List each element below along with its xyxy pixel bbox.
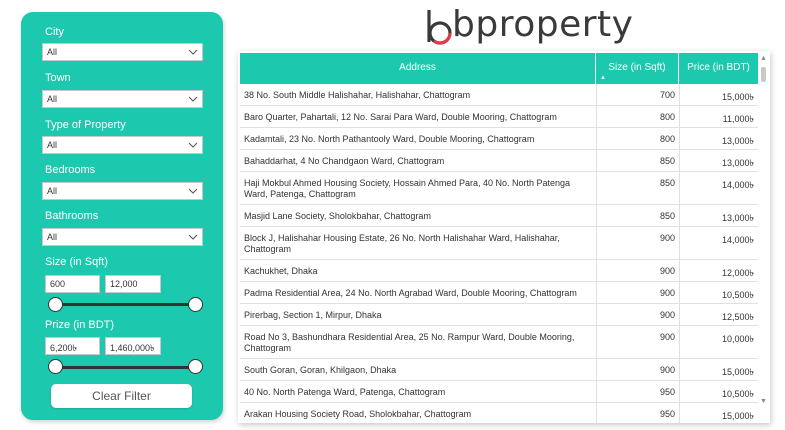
cell-address: Baro Quarter, Pahartali, 12 No. Sarai Para Ward, Double Mooring, Chattogram [244, 112, 557, 122]
cell-size: 950 [596, 403, 679, 423]
cell-address: Bahaddarhat, 4 No Chandgaon Ward, Chattogram [244, 156, 445, 166]
price-slider-min-handle[interactable] [48, 359, 63, 374]
size-slider-min-handle[interactable] [48, 297, 63, 312]
cell-address: 38 No. South Middle Halishahar, Halishahar, Chattogram [244, 90, 471, 100]
cell-address: Masjid Lane Society, Sholokbahar, Chattogram [244, 211, 431, 221]
table-row[interactable] [240, 172, 758, 205]
type-select[interactable] [42, 136, 203, 154]
cell-price: 11,000৳ [679, 106, 758, 127]
cell-address: Kachukhet, Dhaka [244, 266, 318, 276]
cell-price: 13,000৳ [679, 128, 758, 149]
table-header [240, 53, 758, 84]
cell-price: 10,500৳ [679, 282, 758, 303]
table-row[interactable] [240, 205, 758, 227]
cell-price: 15,000৳ [679, 84, 758, 105]
cell-size: 900 [596, 326, 679, 358]
cell-size: 900 [596, 304, 679, 325]
cell-size: 850 [596, 205, 679, 226]
table-row[interactable] [240, 128, 758, 150]
cell-price: 10,500৳ [679, 381, 758, 402]
price-slider-track [55, 366, 197, 369]
table-row[interactable] [240, 260, 758, 282]
cell-address: Road No 3, Bashundhara Residential Area, 25 No. Rampur Ward, Double Mooring, Chattogram [244, 332, 575, 353]
size-slider-track [55, 303, 197, 306]
scroll-down-icon[interactable]: ▼ [760, 398, 767, 405]
cell-address: Padma Residential Area, 24 No. North Agrabad Ward, Double Mooring, Chattogram [244, 288, 577, 298]
table-row[interactable] [240, 150, 758, 172]
scroll-up-icon[interactable]: ▲ [760, 55, 767, 62]
cell-price: 13,000৳ [679, 150, 758, 171]
type-label: Type of Property [45, 119, 126, 131]
chevron-down-icon [188, 47, 198, 57]
chevron-down-icon [188, 186, 198, 196]
price-max-input[interactable]: 1,460,000৳ [105, 337, 161, 355]
chevron-down-icon [188, 232, 198, 242]
size-max-input[interactable]: 12,000 [105, 275, 161, 293]
cell-price: 13,000৳ [679, 205, 758, 226]
table-row[interactable] [240, 381, 758, 403]
bathrooms-select-value: All [47, 232, 58, 242]
table-row[interactable] [240, 403, 758, 423]
chevron-down-icon [188, 140, 198, 150]
cell-size: 700 [596, 84, 679, 105]
table-body [240, 84, 758, 423]
logo-text: bproperty [452, 4, 634, 45]
bedrooms-select-value: All [47, 186, 58, 196]
column-header-size[interactable] [596, 53, 679, 84]
table-row[interactable] [240, 359, 758, 381]
cell-address: 40 No. North Patenga Ward, Patenga, Chattogram [244, 387, 446, 397]
cell-address: Pirerbag, Section 1, Mirpur, Dhaka [244, 310, 382, 320]
cell-price: 15,000৳ [679, 359, 758, 380]
scrollbar-thumb[interactable] [761, 67, 766, 82]
property-table [238, 51, 770, 423]
cell-address: Haji Mokbul Ahmed Housing Society, Hossain Ahmed Para, 40 No. North Patenga Ward, Patenga, Chattogram [244, 178, 571, 199]
chevron-down-icon [188, 94, 198, 104]
cell-size: 800 [596, 128, 679, 149]
cell-price: 14,000৳ [679, 172, 758, 204]
cell-price: 12,000৳ [679, 260, 758, 281]
cell-address: Kadamtali, 23 No. North Pathantooly Ward, Double Mooring, Chattogram [244, 134, 535, 144]
bathrooms-label: Bathrooms [45, 210, 99, 222]
column-header-address[interactable]: Address [240, 53, 596, 84]
town-select-value: All [47, 94, 58, 104]
size-label: Size (in Sqft) [45, 256, 108, 268]
cell-size: 800 [596, 106, 679, 127]
table-row[interactable] [240, 227, 758, 260]
cell-address: Arakan Housing Society Road, Sholokbahar, Chattogram [244, 409, 472, 419]
city-select-value: All [47, 47, 58, 57]
table-row[interactable] [240, 84, 758, 106]
table-row[interactable] [240, 106, 758, 128]
price-slider-max-handle[interactable] [188, 359, 203, 374]
cell-size: 950 [596, 381, 679, 402]
type-select-value: All [47, 140, 58, 150]
cell-size: 900 [596, 282, 679, 303]
town-label: Town [45, 72, 71, 84]
table-row[interactable] [240, 282, 758, 304]
table-row[interactable] [240, 304, 758, 326]
cell-size: 850 [596, 172, 679, 204]
cell-price: 10,000৳ [679, 326, 758, 358]
bedrooms-select[interactable] [42, 182, 203, 200]
cell-price: 15,000৳ [679, 403, 758, 423]
city-select[interactable] [42, 43, 203, 61]
cell-size: 850 [596, 150, 679, 171]
sort-ascending-icon: ▲ [600, 75, 606, 81]
column-header-size-label: Size (in Sqft) [608, 62, 666, 73]
bathrooms-select[interactable] [42, 228, 203, 246]
price-min-input[interactable]: 6,200৳ [45, 337, 100, 355]
table-row[interactable] [240, 326, 758, 359]
price-label: Prize (in BDT) [45, 319, 115, 331]
cell-address: South Goran, Goran, Khilgaon, Dhaka [244, 365, 397, 375]
cell-price: 14,000৳ [679, 227, 758, 259]
clear-filter-button[interactable]: Clear Filter [51, 384, 192, 408]
bedrooms-label: Bedrooms [45, 164, 96, 176]
cell-size: 900 [596, 227, 679, 259]
town-select[interactable] [42, 90, 203, 108]
cell-size: 900 [596, 260, 679, 281]
filter-panel [21, 12, 223, 420]
cell-price: 12,500৳ [679, 304, 758, 325]
size-min-input[interactable]: 600 [45, 275, 100, 293]
size-slider-max-handle[interactable] [188, 297, 203, 312]
column-header-price[interactable]: Price (in BDT) [687, 62, 750, 73]
cell-size: 900 [596, 359, 679, 380]
cell-address: Block J, Halishahar Housing Estate, 26 No. North Halishahar Ward, Halishahar, Chattogram [244, 233, 560, 254]
city-label: City [45, 26, 64, 38]
